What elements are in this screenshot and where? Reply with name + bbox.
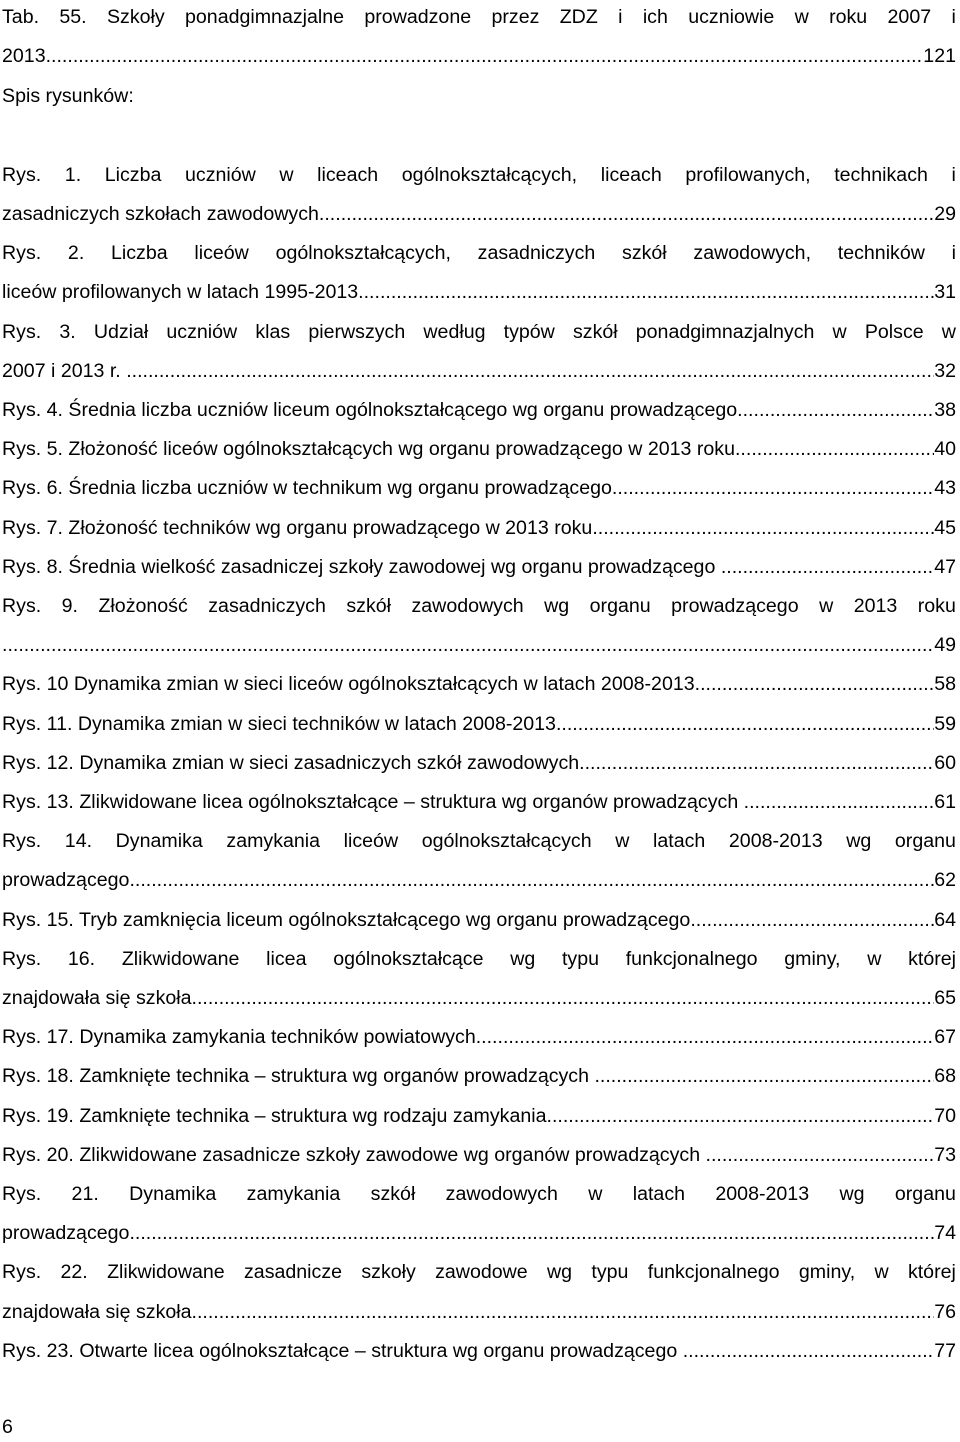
word: roku [829, 6, 868, 28]
entry-page-number: 70 [934, 1104, 956, 1127]
word: Liczba [111, 242, 168, 265]
entry-title: zasadniczych szkołach zawodowych [2, 203, 319, 225]
toc-figure-entry[interactable] [2, 434, 956, 464]
word: typów [503, 320, 555, 343]
toc-figure-entry-line [2, 1179, 956, 1209]
entry-page-number: 60 [934, 751, 956, 774]
entry-page-number: 38 [934, 399, 956, 421]
word: w [794, 6, 809, 28]
entry-page-number: 67 [934, 1026, 956, 1049]
toc-figure-entry[interactable] [2, 1336, 956, 1366]
word: Zlikwidowane [107, 1261, 225, 1284]
dot-leader [744, 787, 935, 817]
toc-figure-entry[interactable] [2, 709, 956, 739]
word: Rys. [2, 1183, 42, 1205]
toc-figure-entry[interactable] [2, 865, 956, 895]
word: wg [839, 1183, 865, 1205]
word: w [588, 1183, 603, 1205]
dot-leader [556, 709, 934, 739]
word: szkół [346, 595, 391, 617]
word: ponadgimnazjalnych [635, 320, 815, 343]
word: Rys. [2, 242, 42, 265]
toc-figure-entry-line [2, 317, 956, 347]
word: profilowanych, [685, 163, 811, 186]
dot-leader [690, 905, 934, 935]
dot-leader [192, 1297, 935, 1327]
word: organu [894, 830, 956, 853]
entry-page-number: 121 [923, 45, 956, 68]
word: zawodowe [435, 1261, 528, 1284]
entry-title: Rys. 7. Złożoność techników wg organu prowadzącego w 2013 roku [2, 516, 593, 539]
dot-leader [547, 1101, 935, 1131]
word: i [951, 163, 956, 186]
word: 14. [64, 830, 93, 853]
word: 2007 [887, 6, 932, 28]
toc-figure-entry[interactable] [2, 1140, 956, 1170]
word: Złożoność [98, 595, 188, 617]
word: organu [894, 1183, 956, 1205]
word: zamykania [226, 830, 321, 853]
word: 21. [71, 1183, 99, 1205]
word: Liczba [104, 163, 162, 186]
entry-page-number: 65 [934, 987, 956, 1009]
word: w [874, 1261, 889, 1284]
entry-page-number: 43 [934, 477, 956, 500]
dot-leader [735, 434, 934, 464]
word: szkół [572, 320, 618, 343]
toc-figure-entry[interactable] [2, 513, 956, 543]
word: 2008-2013 [715, 1183, 810, 1205]
toc-figure-entry[interactable] [2, 277, 956, 307]
word: wg [544, 595, 570, 617]
word: w [832, 320, 847, 343]
word: uczniów [185, 163, 256, 186]
dot-leader [721, 552, 934, 582]
word: i [618, 6, 623, 28]
toc-table-entry-line [2, 2, 956, 32]
word: Szkoły [106, 6, 165, 28]
word: zasadnicze [244, 1261, 343, 1284]
word: 55. [59, 6, 87, 28]
entry-title: Rys. 8. Średnia wielkość zasadniczej szkoły zawodowej wg organu prowadzącego [2, 555, 721, 578]
word: latach [632, 1183, 686, 1205]
word: Rys. [2, 595, 42, 617]
entry-title: Rys. 10 Dynamika zmian w sieci liceów ogólnokształcących w latach 2008-2013 [2, 673, 695, 696]
dot-leader [358, 277, 934, 307]
word: Rys. [2, 947, 42, 970]
entry-title: prowadzącego [2, 1222, 130, 1245]
entry-title: Rys. 17. Dynamika zamykania techników powiatowych [2, 1026, 476, 1049]
entry-page-number: 59 [934, 712, 956, 735]
entry-title: 2007 i 2013 r. [2, 359, 127, 382]
word: funkcjonalnego [625, 947, 758, 970]
word: ZDZ [559, 6, 598, 28]
toc-figure-entry[interactable] [2, 199, 956, 229]
entry-title: Rys. 13. Zlikwidowane licea ogólnokształcące – struktura wg organów prowadzących [2, 791, 744, 813]
dot-leader [129, 1218, 934, 1248]
toc-figure-entry[interactable] [2, 1218, 956, 1248]
word: ogólnokształcących, [275, 242, 451, 265]
word: wg [510, 947, 536, 970]
word: szkół [370, 1183, 416, 1205]
word: liceach [600, 163, 662, 186]
dot-leader [129, 865, 934, 895]
word: według [423, 320, 486, 343]
entry-page-number: 76 [934, 1300, 956, 1323]
entry-page-number: 32 [934, 359, 956, 382]
toc-figure-entry[interactable] [2, 1022, 956, 1052]
entry-title: Rys. 20. Zlikwidowane zasadnicze szkoły zawodowe wg organów prowadzących [2, 1143, 706, 1166]
dot-leader [2, 630, 934, 660]
word: 2013 [853, 595, 898, 617]
word: 2. [67, 242, 85, 265]
word: pierwszych [308, 320, 406, 343]
word: 16. [67, 947, 96, 970]
entry-title: prowadzącego [2, 869, 130, 892]
word: licea [266, 947, 307, 970]
entry-page-number: 40 [934, 438, 956, 461]
word: Rys. [2, 163, 42, 186]
dot-leader [683, 1336, 935, 1366]
word: zamykania [246, 1183, 341, 1205]
word: prowadzone [364, 6, 472, 28]
entry-page-number: 31 [934, 281, 956, 304]
word: liceach [317, 163, 379, 186]
toc-figure-entry-line [2, 826, 956, 856]
page-number: 6 [2, 1416, 13, 1438]
toc-figure-entry[interactable] [2, 983, 956, 1013]
figures-list-heading: Spis rysunków: [2, 85, 134, 108]
word: której [908, 947, 956, 970]
entry-page-number: 68 [934, 1065, 956, 1088]
word: przez [491, 6, 540, 28]
word: w [615, 830, 630, 853]
toc-figure-entry-line [2, 591, 956, 621]
dot-leader [579, 748, 934, 778]
entry-page-number: 58 [934, 673, 956, 696]
word: typu [561, 947, 600, 970]
toc-figure-entry[interactable] [2, 787, 956, 817]
dot-leader [594, 1061, 934, 1091]
entry-title: Rys. 23. Otwarte licea ogólnokształcące – struktura wg organu prowadzącego [2, 1339, 683, 1362]
entry-title: Rys. 12. Dynamika zmian w sieci zasadniczych szkół zawodowych [2, 751, 580, 774]
word: uczniowie [688, 6, 775, 28]
word: latach [653, 830, 706, 853]
word: Dynamika [115, 830, 203, 853]
dot-leader [592, 513, 934, 543]
entry-title: Rys. 18. Zamknięte technika – struktura wg organów prowadzących [2, 1065, 595, 1088]
entry-page-number: 49 [934, 634, 956, 657]
word: Rys. [2, 830, 42, 853]
dot-leader [476, 1022, 934, 1052]
word: Polsce [864, 320, 924, 343]
word: wg [547, 1261, 573, 1284]
word: roku [917, 595, 956, 617]
word: zawodowych [411, 595, 524, 617]
word: zawodowych [445, 1183, 558, 1205]
word: 3. [59, 320, 76, 343]
entry-title: znajdowała się szkoła [2, 987, 192, 1009]
word: funkcjonalnego [647, 1261, 780, 1284]
entry-title: Rys. 4. Średnia liczba uczniów liceum ogólnokształcącego wg organu prowadzącego [2, 399, 738, 421]
toc-figure-entry[interactable] [2, 669, 956, 699]
entry-title: liceów profilowanych w latach 1995-2013 [2, 281, 359, 304]
word: ponadgimnazjalne [185, 6, 345, 28]
toc-figure-entry-line [2, 1257, 956, 1287]
word: gminy, [798, 1261, 856, 1284]
entry-title: Rys. 19. Zamknięte technika – struktura wg rodzaju zamykania [2, 1104, 547, 1127]
dot-leader [192, 983, 935, 1013]
dot-leader [737, 395, 934, 425]
word: i [951, 242, 956, 265]
entry-title: 2013. [2, 45, 52, 68]
word: ogólnokształcących [421, 830, 592, 853]
entry-title: znajdowała się szkoła [2, 1300, 192, 1323]
toc-figure-entry[interactable] [2, 748, 956, 778]
entry-page-number: 61 [934, 791, 956, 813]
entry-page-number: 62 [934, 869, 956, 892]
word: techników [837, 242, 925, 265]
dot-leader [695, 669, 935, 699]
entry-page-number: 64 [934, 908, 956, 931]
entry-title: Rys. 5. Złożoność liceów ogólnokształcących wg organu prowadzącego w 2013 roku [2, 438, 735, 461]
toc-figure-entry[interactable] [2, 905, 956, 935]
word: liceów [194, 242, 249, 265]
word: liceów [343, 830, 399, 853]
toc-figure-entry[interactable] [2, 1297, 956, 1327]
word: szkół [622, 242, 667, 265]
word: zasadniczych [208, 595, 326, 617]
word: Tab. [2, 6, 40, 28]
dot-leader [51, 41, 923, 71]
toc-figure-entry[interactable] [2, 356, 956, 386]
word: Rys. [2, 320, 42, 343]
dot-leader [126, 356, 934, 386]
entry-page-number: 29 [934, 203, 956, 225]
word: prowadzącego [671, 595, 799, 617]
word: wg [846, 830, 872, 853]
word: Zlikwidowane [121, 947, 240, 970]
word: szkoły [361, 1261, 416, 1284]
word: 9. [61, 595, 78, 617]
word: uczniów [166, 320, 238, 343]
word: klas [255, 320, 291, 343]
toc-figure-entry[interactable] [2, 395, 956, 425]
toc-figure-entry[interactable] [2, 1101, 956, 1131]
word: typu [591, 1261, 629, 1284]
word: technikach [834, 163, 928, 186]
word: w [867, 947, 882, 970]
entry-title: Rys. 6. Średnia liczba uczniów w technikum wg organu prowadzącego [2, 477, 612, 500]
word: 22. [60, 1261, 88, 1284]
word: i [951, 6, 956, 28]
word: Dynamika [129, 1183, 217, 1205]
word: 1. [64, 163, 82, 186]
entry-page-number: 74 [934, 1222, 956, 1245]
toc-figure-entry-line [2, 160, 956, 190]
word: ich [642, 6, 668, 28]
word: zasadniczych [477, 242, 596, 265]
word: ogólnokształcących, [401, 163, 578, 186]
toc-figure-entry-line [2, 238, 956, 268]
toc-figure-entry[interactable] [2, 630, 956, 660]
word: Rys. [2, 1261, 42, 1284]
word: w [941, 320, 956, 343]
word: gminy, [784, 947, 841, 970]
entry-page-number: 77 [934, 1339, 956, 1362]
entry-page-number: 45 [934, 516, 956, 539]
word: 2008-2013 [728, 830, 823, 853]
word: której [907, 1261, 956, 1284]
entry-page-number: 73 [934, 1143, 956, 1166]
toc-figure-entry[interactable] [2, 552, 956, 582]
word: ogólnokształcące [333, 947, 484, 970]
word: zawodowych, [693, 242, 812, 265]
dot-leader [706, 1140, 935, 1170]
toc-table-entry[interactable] [2, 41, 956, 71]
toc-figure-entry-line [2, 944, 956, 974]
entry-title: Rys. 15. Tryb zamknięcia liceum ogólnokształcącego wg organu prowadzącego [2, 908, 691, 931]
word: w [279, 163, 294, 186]
word: Udział [93, 320, 149, 343]
entry-title: Rys. 11. Dynamika zmian w sieci techników w latach 2008-2013 [2, 712, 556, 735]
dot-leader [319, 199, 934, 229]
entry-page-number: 47 [934, 555, 956, 578]
toc-figure-entry[interactable] [2, 1061, 956, 1091]
word: organu [589, 595, 651, 617]
word: w [819, 595, 834, 617]
dot-leader [612, 473, 934, 503]
toc-figure-entry[interactable] [2, 473, 956, 503]
